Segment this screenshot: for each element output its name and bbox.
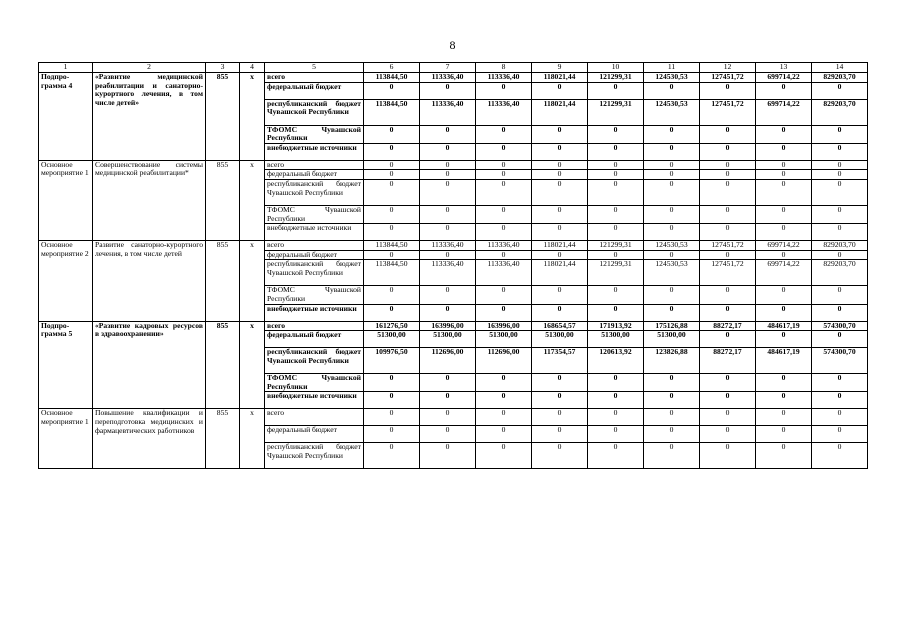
amount-cell-col7: 0 — [420, 143, 476, 160]
amount-cell-col10: 0 — [588, 286, 644, 304]
amount-cell-col9: 0 — [532, 392, 588, 409]
amount-cell-col10: 0 — [588, 224, 644, 241]
amount-cell-col10: 0 — [588, 143, 644, 160]
amount-cell-col6: 0 — [364, 179, 420, 205]
table-row — [39, 241, 868, 251]
amount-cell-col11: 0 — [644, 160, 700, 170]
amount-cell-col8: 0 — [476, 409, 532, 426]
program-name-cell: Совершенствование системы медицинской реабилитации* — [93, 160, 206, 240]
amount-cell-col6: 0 — [364, 392, 420, 409]
amount-cell-col13: 699714,22 — [756, 73, 812, 83]
amount-cell-col11: 124530,53 — [644, 73, 700, 83]
amount-cell-col6: 51300,00 — [364, 331, 420, 348]
amount-cell-col10: 121299,31 — [588, 260, 644, 286]
amount-cell-col9: 0 — [532, 426, 588, 443]
budget-table — [38, 62, 868, 469]
amount-cell-col14: 0 — [812, 125, 868, 143]
amount-cell-col12: 0 — [700, 205, 756, 223]
program-level-cell: Основное мероприятие 1 — [39, 160, 93, 240]
amount-cell-col13: 0 — [756, 286, 812, 304]
amount-cell-col9: 0 — [532, 443, 588, 469]
column-header-14: 14 — [812, 63, 868, 73]
amount-cell-col10: 0 — [588, 426, 644, 443]
program-level-cell: Подпро-грамма 5 — [39, 321, 93, 409]
column-header-3: 3 — [206, 63, 240, 73]
amount-cell-col14: 829203,70 — [812, 99, 868, 125]
amount-cell-col6: 113844,50 — [364, 260, 420, 286]
amount-cell-col13: 0 — [756, 179, 812, 205]
amount-cell-col12: 0 — [700, 125, 756, 143]
program-level-cell: Основное мероприятие 1 — [39, 409, 93, 469]
amount-cell-col7: 113336,40 — [420, 241, 476, 251]
amount-cell-col9: 117354,57 — [532, 348, 588, 374]
amount-cell-col10: 121299,31 — [588, 241, 644, 251]
funding-source-cell: федеральный бюджет — [265, 170, 364, 180]
amount-cell-col6: 0 — [364, 82, 420, 99]
amount-cell-col6: 0 — [364, 143, 420, 160]
amount-cell-col13: 0 — [756, 205, 812, 223]
column-header-9: 9 — [532, 63, 588, 73]
amount-cell-col12: 127451,72 — [700, 260, 756, 286]
amount-cell-col11: 0 — [644, 426, 700, 443]
amount-cell-col14: 0 — [812, 82, 868, 99]
amount-cell-col9: 0 — [532, 409, 588, 426]
amount-cell-col12: 0 — [700, 392, 756, 409]
funding-source-cell: ТФОМС Чувашской Республики — [265, 286, 364, 304]
amount-cell-col11: 123826,88 — [644, 348, 700, 374]
amount-cell-col9: 0 — [532, 205, 588, 223]
amount-cell-col13: 0 — [756, 443, 812, 469]
amount-cell-col14: 829203,70 — [812, 260, 868, 286]
amount-cell-col14: 0 — [812, 286, 868, 304]
amount-cell-col11: 124530,53 — [644, 260, 700, 286]
amount-cell-col9: 118021,44 — [532, 241, 588, 251]
table-row — [39, 160, 868, 170]
column-header-1: 1 — [39, 63, 93, 73]
amount-cell-col11: 0 — [644, 125, 700, 143]
funding-source-cell: республиканский бюджет Чувашской Республики — [265, 348, 364, 374]
amount-cell-col10: 120613,92 — [588, 348, 644, 374]
amount-cell-col8: 0 — [476, 224, 532, 241]
amount-cell-col14: 574300,70 — [812, 348, 868, 374]
column-header-11: 11 — [644, 63, 700, 73]
funding-source-cell: всего — [265, 160, 364, 170]
amount-cell-col12: 0 — [700, 82, 756, 99]
program-level-cell: Подпро-грамма 4 — [39, 73, 93, 161]
amount-cell-col8: 0 — [476, 170, 532, 180]
amount-cell-col13: 0 — [756, 170, 812, 180]
funding-source-cell: внебюджетные источники — [265, 392, 364, 409]
amount-cell-col7: 113336,40 — [420, 73, 476, 83]
amount-cell-col7: 113336,40 — [420, 260, 476, 286]
amount-cell-col13: 0 — [756, 224, 812, 241]
amount-cell-col14: 0 — [812, 304, 868, 321]
program-name-cell: «Развитие медицинской реабилитации и санаторно-курортного лечения, в том числе детей» — [93, 73, 206, 161]
grbs-code-cell: 855 — [206, 409, 240, 469]
amount-cell-col12: 0 — [700, 409, 756, 426]
amount-cell-col10: 0 — [588, 443, 644, 469]
amount-cell-col11: 0 — [644, 250, 700, 260]
amount-cell-col14: 0 — [812, 409, 868, 426]
funding-source-cell: федеральный бюджет — [265, 426, 364, 443]
amount-cell-col14: 0 — [812, 250, 868, 260]
amount-cell-col8: 113336,40 — [476, 260, 532, 286]
x-marker-cell: x — [240, 160, 265, 240]
amount-cell-col9: 0 — [532, 224, 588, 241]
funding-source-cell: республиканский бюджет Чувашской Республики — [265, 260, 364, 286]
amount-cell-col12: 0 — [700, 374, 756, 392]
amount-cell-col8: 163996,00 — [476, 321, 532, 331]
funding-source-cell: внебюджетные источники — [265, 304, 364, 321]
amount-cell-col10: 0 — [588, 374, 644, 392]
amount-cell-col10: 0 — [588, 82, 644, 99]
amount-cell-col13: 0 — [756, 331, 812, 348]
amount-cell-col8: 0 — [476, 179, 532, 205]
column-header-4: 4 — [240, 63, 265, 73]
amount-cell-col13: 0 — [756, 82, 812, 99]
grbs-code-cell: 855 — [206, 241, 240, 321]
amount-cell-col11: 0 — [644, 304, 700, 321]
amount-cell-col8: 113336,40 — [476, 99, 532, 125]
funding-source-cell: всего — [265, 73, 364, 83]
amount-cell-col8: 0 — [476, 250, 532, 260]
amount-cell-col11: 0 — [644, 374, 700, 392]
amount-cell-col13: 0 — [756, 160, 812, 170]
amount-cell-col8: 0 — [476, 286, 532, 304]
program-name-cell: «Развитие кадровых ресурсов в здравоохранении» — [93, 321, 206, 409]
program-level-cell: Основное мероприятие 2 — [39, 241, 93, 321]
amount-cell-col11: 0 — [644, 286, 700, 304]
funding-source-cell: республиканский бюджет Чувашской Республики — [265, 99, 364, 125]
header-row — [39, 63, 868, 73]
amount-cell-col6: 113844,50 — [364, 73, 420, 83]
amount-cell-col11: 0 — [644, 224, 700, 241]
amount-cell-col9: 0 — [532, 286, 588, 304]
amount-cell-col8: 0 — [476, 374, 532, 392]
amount-cell-col14: 0 — [812, 179, 868, 205]
amount-cell-col12: 0 — [700, 170, 756, 180]
amount-cell-col13: 699714,22 — [756, 99, 812, 125]
amount-cell-col7: 113336,40 — [420, 99, 476, 125]
amount-cell-col14: 0 — [812, 331, 868, 348]
amount-cell-col13: 0 — [756, 304, 812, 321]
amount-cell-col14: 0 — [812, 443, 868, 469]
amount-cell-col11: 0 — [644, 170, 700, 180]
amount-cell-col9: 0 — [532, 250, 588, 260]
amount-cell-col14: 0 — [812, 205, 868, 223]
amount-cell-col6: 0 — [364, 170, 420, 180]
amount-cell-col12: 0 — [700, 179, 756, 205]
amount-cell-col10: 0 — [588, 179, 644, 205]
amount-cell-col6: 0 — [364, 304, 420, 321]
amount-cell-col10: 0 — [588, 125, 644, 143]
column-header-2: 2 — [93, 63, 206, 73]
amount-cell-col10: 0 — [588, 304, 644, 321]
amount-cell-col8: 0 — [476, 143, 532, 160]
amount-cell-col11: 175126,88 — [644, 321, 700, 331]
amount-cell-col8: 0 — [476, 304, 532, 321]
amount-cell-col9: 0 — [532, 143, 588, 160]
amount-cell-col6: 0 — [364, 443, 420, 469]
amount-cell-col13: 484617,19 — [756, 348, 812, 374]
amount-cell-col9: 0 — [532, 125, 588, 143]
amount-cell-col12: 0 — [700, 443, 756, 469]
amount-cell-col8: 0 — [476, 426, 532, 443]
amount-cell-col6: 0 — [364, 160, 420, 170]
amount-cell-col8: 51300,00 — [476, 331, 532, 348]
amount-cell-col7: 0 — [420, 125, 476, 143]
amount-cell-col9: 118021,44 — [532, 260, 588, 286]
amount-cell-col6: 113844,50 — [364, 241, 420, 251]
amount-cell-col13: 0 — [756, 392, 812, 409]
funding-source-cell: ТФОМС Чувашской Республики — [265, 374, 364, 392]
page-number: 8 — [449, 38, 456, 52]
amount-cell-col11: 0 — [644, 392, 700, 409]
column-header-6: 6 — [364, 63, 420, 73]
amount-cell-col10: 0 — [588, 409, 644, 426]
amount-cell-col12: 0 — [700, 331, 756, 348]
amount-cell-col10: 121299,31 — [588, 73, 644, 83]
amount-cell-col7: 163996,00 — [420, 321, 476, 331]
amount-cell-col7: 0 — [420, 250, 476, 260]
amount-cell-col12: 127451,72 — [700, 99, 756, 125]
x-marker-cell: x — [240, 241, 265, 321]
amount-cell-col13: 0 — [756, 143, 812, 160]
column-header-5: 5 — [265, 63, 364, 73]
amount-cell-col7: 0 — [420, 286, 476, 304]
amount-cell-col13: 0 — [756, 409, 812, 426]
amount-cell-col13: 0 — [756, 125, 812, 143]
amount-cell-col12: 88272,17 — [700, 321, 756, 331]
amount-cell-col8: 0 — [476, 392, 532, 409]
amount-cell-col12: 0 — [700, 250, 756, 260]
amount-cell-col7: 0 — [420, 160, 476, 170]
amount-cell-col7: 0 — [420, 443, 476, 469]
amount-cell-col10: 121299,31 — [588, 99, 644, 125]
amount-cell-col6: 0 — [364, 286, 420, 304]
amount-cell-col14: 0 — [812, 143, 868, 160]
amount-cell-col9: 0 — [532, 82, 588, 99]
amount-cell-col7: 0 — [420, 304, 476, 321]
amount-cell-col9: 0 — [532, 160, 588, 170]
amount-cell-col14: 0 — [812, 224, 868, 241]
x-marker-cell: x — [240, 73, 265, 161]
amount-cell-col9: 0 — [532, 179, 588, 205]
amount-cell-col8: 113336,40 — [476, 73, 532, 83]
amount-cell-col13: 0 — [756, 250, 812, 260]
amount-cell-col7: 0 — [420, 392, 476, 409]
amount-cell-col11: 0 — [644, 409, 700, 426]
funding-source-cell: ТФОМС Чувашской Республики — [265, 125, 364, 143]
amount-cell-col10: 171913,92 — [588, 321, 644, 331]
amount-cell-col12: 127451,72 — [700, 241, 756, 251]
amount-cell-col10: 0 — [588, 250, 644, 260]
amount-cell-col7: 0 — [420, 374, 476, 392]
funding-source-cell: всего — [265, 409, 364, 426]
amount-cell-col12: 0 — [700, 224, 756, 241]
amount-cell-col10: 0 — [588, 160, 644, 170]
amount-cell-col13: 0 — [756, 374, 812, 392]
amount-cell-col13: 699714,22 — [756, 260, 812, 286]
amount-cell-col7: 0 — [420, 205, 476, 223]
funding-source-cell: федеральный бюджет — [265, 82, 364, 99]
amount-cell-col12: 0 — [700, 286, 756, 304]
column-header-12: 12 — [700, 63, 756, 73]
amount-cell-col14: 0 — [812, 170, 868, 180]
amount-cell-col6: 0 — [364, 426, 420, 443]
amount-cell-col7: 0 — [420, 224, 476, 241]
column-header-13: 13 — [756, 63, 812, 73]
amount-cell-col8: 0 — [476, 205, 532, 223]
funding-source-cell: республиканский бюджет Чувашской Республики — [265, 179, 364, 205]
amount-cell-col11: 0 — [644, 82, 700, 99]
amount-cell-col7: 0 — [420, 409, 476, 426]
amount-cell-col8: 0 — [476, 160, 532, 170]
amount-cell-col6: 0 — [364, 125, 420, 143]
amount-cell-col9: 0 — [532, 170, 588, 180]
column-header-10: 10 — [588, 63, 644, 73]
funding-source-cell: всего — [265, 241, 364, 251]
amount-cell-col13: 484617,19 — [756, 321, 812, 331]
amount-cell-col7: 0 — [420, 82, 476, 99]
amount-cell-col14: 0 — [812, 160, 868, 170]
amount-cell-col11: 0 — [644, 179, 700, 205]
funding-source-cell: федеральный бюджет — [265, 250, 364, 260]
amount-cell-col12: 0 — [700, 426, 756, 443]
amount-cell-col10: 51300,00 — [588, 331, 644, 348]
amount-cell-col6: 161276,50 — [364, 321, 420, 331]
amount-cell-col13: 699714,22 — [756, 241, 812, 251]
amount-cell-col6: 0 — [364, 374, 420, 392]
funding-source-cell: федеральный бюджет — [265, 331, 364, 348]
funding-source-cell: внебюджетные источники — [265, 224, 364, 241]
amount-cell-col8: 112696,00 — [476, 348, 532, 374]
amount-cell-col9: 0 — [532, 374, 588, 392]
amount-cell-col10: 0 — [588, 392, 644, 409]
amount-cell-col11: 51300,00 — [644, 331, 700, 348]
amount-cell-col9: 118021,44 — [532, 99, 588, 125]
amount-cell-col7: 0 — [420, 170, 476, 180]
amount-cell-col9: 0 — [532, 304, 588, 321]
amount-cell-col11: 0 — [644, 143, 700, 160]
amount-cell-col8: 113336,40 — [476, 241, 532, 251]
program-name-cell: Повышение квалификации и переподготовка медицинских и фармацевтических работников — [93, 409, 206, 469]
program-name-cell: Развитие санаторно-курортного лечения, в том числе детей — [93, 241, 206, 321]
amount-cell-col7: 0 — [420, 179, 476, 205]
amount-cell-col6: 0 — [364, 224, 420, 241]
amount-cell-col7: 112696,00 — [420, 348, 476, 374]
amount-cell-col8: 0 — [476, 443, 532, 469]
table-row — [39, 73, 868, 83]
table-row — [39, 321, 868, 331]
amount-cell-col14: 0 — [812, 392, 868, 409]
column-header-8: 8 — [476, 63, 532, 73]
amount-cell-col13: 0 — [756, 426, 812, 443]
amount-cell-col11: 0 — [644, 205, 700, 223]
amount-cell-col12: 0 — [700, 143, 756, 160]
amount-cell-col6: 0 — [364, 205, 420, 223]
x-marker-cell: x — [240, 409, 265, 469]
amount-cell-col7: 51300,00 — [420, 331, 476, 348]
amount-cell-col8: 0 — [476, 125, 532, 143]
grbs-code-cell: 855 — [206, 73, 240, 161]
x-marker-cell: x — [240, 321, 265, 409]
funding-source-cell: всего — [265, 321, 364, 331]
amount-cell-col6: 109976,50 — [364, 348, 420, 374]
amount-cell-col8: 0 — [476, 82, 532, 99]
amount-cell-col10: 0 — [588, 205, 644, 223]
amount-cell-col14: 829203,70 — [812, 73, 868, 83]
amount-cell-col12: 0 — [700, 160, 756, 170]
amount-cell-col14: 829203,70 — [812, 241, 868, 251]
amount-cell-col6: 0 — [364, 409, 420, 426]
amount-cell-col9: 51300,00 — [532, 331, 588, 348]
amount-cell-col14: 0 — [812, 374, 868, 392]
funding-source-cell: республиканский бюджет Чувашской Республики — [265, 443, 364, 469]
amount-cell-col14: 0 — [812, 426, 868, 443]
amount-cell-col9: 118021,44 — [532, 73, 588, 83]
funding-source-cell: внебюджетные источники — [265, 143, 364, 160]
column-header-7: 7 — [420, 63, 476, 73]
amount-cell-col12: 88272,17 — [700, 348, 756, 374]
amount-cell-col10: 0 — [588, 170, 644, 180]
funding-source-cell: ТФОМС Чувашской Республики — [265, 205, 364, 223]
amount-cell-col6: 113844,50 — [364, 99, 420, 125]
amount-cell-col14: 574300,70 — [812, 321, 868, 331]
amount-cell-col11: 124530,53 — [644, 241, 700, 251]
amount-cell-col6: 0 — [364, 250, 420, 260]
amount-cell-col9: 168654,57 — [532, 321, 588, 331]
amount-cell-col12: 0 — [700, 304, 756, 321]
grbs-code-cell: 855 — [206, 321, 240, 409]
amount-cell-col11: 0 — [644, 443, 700, 469]
amount-cell-col7: 0 — [420, 426, 476, 443]
table-row — [39, 409, 868, 426]
amount-cell-col11: 124530,53 — [644, 99, 700, 125]
grbs-code-cell: 855 — [206, 160, 240, 240]
amount-cell-col12: 127451,72 — [700, 73, 756, 83]
